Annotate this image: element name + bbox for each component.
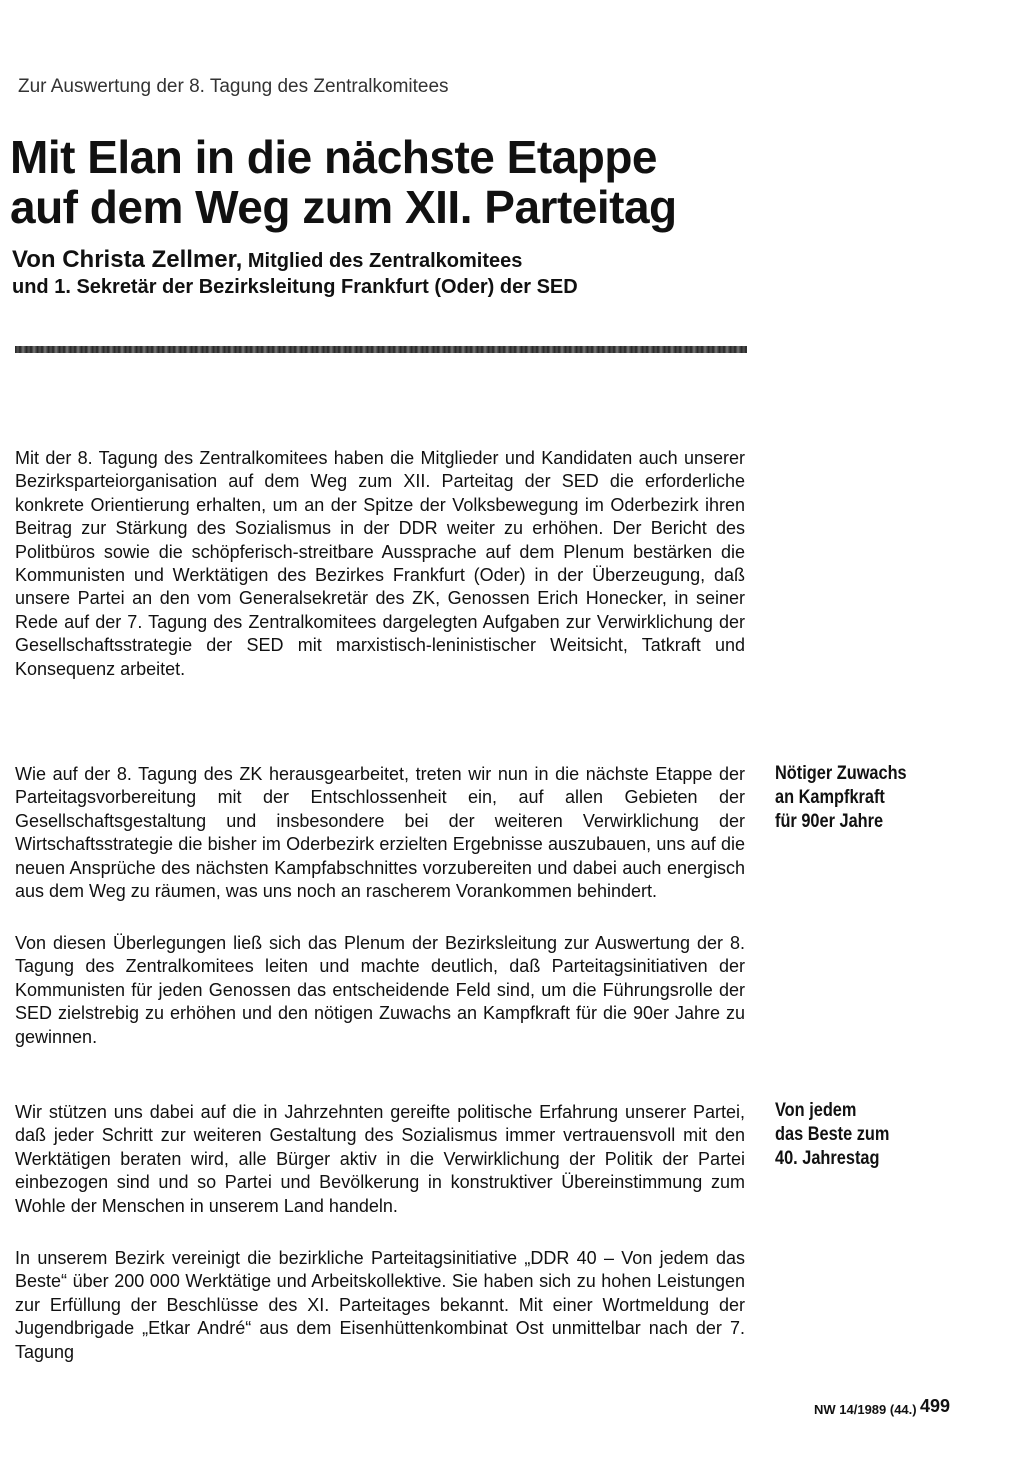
margin-note-1 [775, 762, 926, 834]
paragraph-text: In unserem Bezirk vereinigt die bezirkliche Parteitagsinitiative „DDR 40 – Von jedem das Beste“ über 200 000 Werktätige und Arbeitskollektive. Sie haben sich zu hohen Leistungen zur Erfüllung der Beschlüsse des XI. Parteitages bekannt. Mit einer Wortmeldung der Jugendbrigade „Etkar André“ aus dem Eisenhüttenkombinat Ost unmittelbar nach der 7. Tagung [15, 1248, 745, 1362]
headline-line-2: auf dem Weg zum XII. Parteitag [10, 181, 677, 233]
title-rule [15, 346, 747, 353]
margin-note-line: Von jedem [775, 1100, 857, 1121]
paragraph-text: Wir stützen uns dabei auf die in Jahrzehnten gereifte politische Erfahrung unserer Partei, daß jeder Schritt zur weiteren Gestaltung des Sozialismus immer vertrauensvoll mit den Werktätigen beraten wird, alle Bürger aktiv in die Verwirklichung der Politik der Partei einbezogen sind und so Partei und Bevölkerung in konstruktiver Übereinstimmung zum Wohle der Menschen in unserem Land handeln. [15, 1102, 745, 1216]
body-paragraph-5 [15, 1247, 745, 1364]
margin-note-line: für 90er Jahre [775, 811, 884, 832]
margin-note-2 [775, 1099, 926, 1171]
headline-line-1: Mit Elan in die nächste Etappe [10, 131, 658, 183]
body-paragraph-1 [15, 447, 745, 681]
paragraph-text: Mit der 8. Tagung des Zentralkomitees haben die Mitglieder und Kandidaten auch unserer Bezirksparteiorganisation auf dem Weg zum XII. Parteitag der SED die erforderliche konkrete Orientierung erhalten, um an der Spitze der Volksbewegung im Oderbezirk ihren Beitrag zur Stärkung des Sozialismus in der DDR weiter zu erhöhen. Der Bericht des Politbüros sowie die schöpferisch-streitbare Aussprache auf dem Plenum bestärken die Kommunisten und Werktätigen des Bezirkes Frankfurt (Oder) in der Überzeugung, daß unsere Partei an den vom Generalsekretär des ZK, Genossen Erich Honecker, in seiner Rede auf der 7. Tagung des Zentralkomitees dargelegten Aufgaben zur Verwirklichung der Gesellschaftsstrategie der SED mit marxistisch-leninistischer Weitsicht, Tatkraft und Konsequenz arbeitet. [15, 448, 745, 679]
margin-note-line: Nötiger Zuwachs [775, 763, 907, 784]
paragraph-text: Wie auf der 8. Tagung des ZK herausgearbeitet, treten wir nun in die nächste Etappe der Parteitagsvorbereitung mit der Entschlossenheit ein, auf allen Gebieten der Gesellschaftsgestaltung und insbesondere bei der weiteren Verwirklichung der Wirtschaftsstrategie die bisher im Oderbezirk erzielten Ergebnisse auszubauen, uns auf die neuen Ansprüche des nächsten Kampfabschnittes vorzubereiten und dabei auch energisch aus dem Weg zu räumen, was uns noch an rascherem Vorankommen behindert. [15, 764, 745, 902]
byline-line-2: und 1. Sekretär der Bezirksleitung Frankfurt (Oder) der SED [12, 276, 578, 298]
page-number: 499 [920, 1396, 951, 1416]
paragraph-text: Von diesen Überlegungen ließ sich das Plenum der Bezirksleitung zur Auswertung der 8. Tagung des Zentralkomitees leiten und machte deutlich, daß Parteitagsinitiativen der Kommunisten für jeden Genossen das entscheidende Feld sind, um die Führungsrolle der SED zielstrebig zu erhöhen und den nötigen Zuwachs an Kampfkraft für die 90er Jahre zu gewinnen. [15, 933, 745, 1047]
byline-role: Mitglied des Zentralkomitees [242, 250, 523, 272]
kicker: Zur Auswertung der 8. Tagung des Zentralkomitees [18, 76, 449, 97]
margin-note-line: an Kampfkraft [775, 787, 885, 808]
journal-reference: NW 14/1989 (44.) [814, 1402, 917, 1417]
headline [10, 132, 677, 232]
margin-note-line: das Beste zum [775, 1124, 890, 1145]
body-paragraph-3 [15, 932, 745, 1049]
byline-author: Von Christa Zellmer, [12, 246, 243, 273]
byline [12, 247, 578, 300]
body-paragraph-4 [15, 1101, 745, 1218]
byline-line-1 [12, 247, 578, 274]
margin-note-line: 40. Jahrestag [775, 1148, 880, 1169]
body-paragraph-2 [15, 763, 745, 903]
